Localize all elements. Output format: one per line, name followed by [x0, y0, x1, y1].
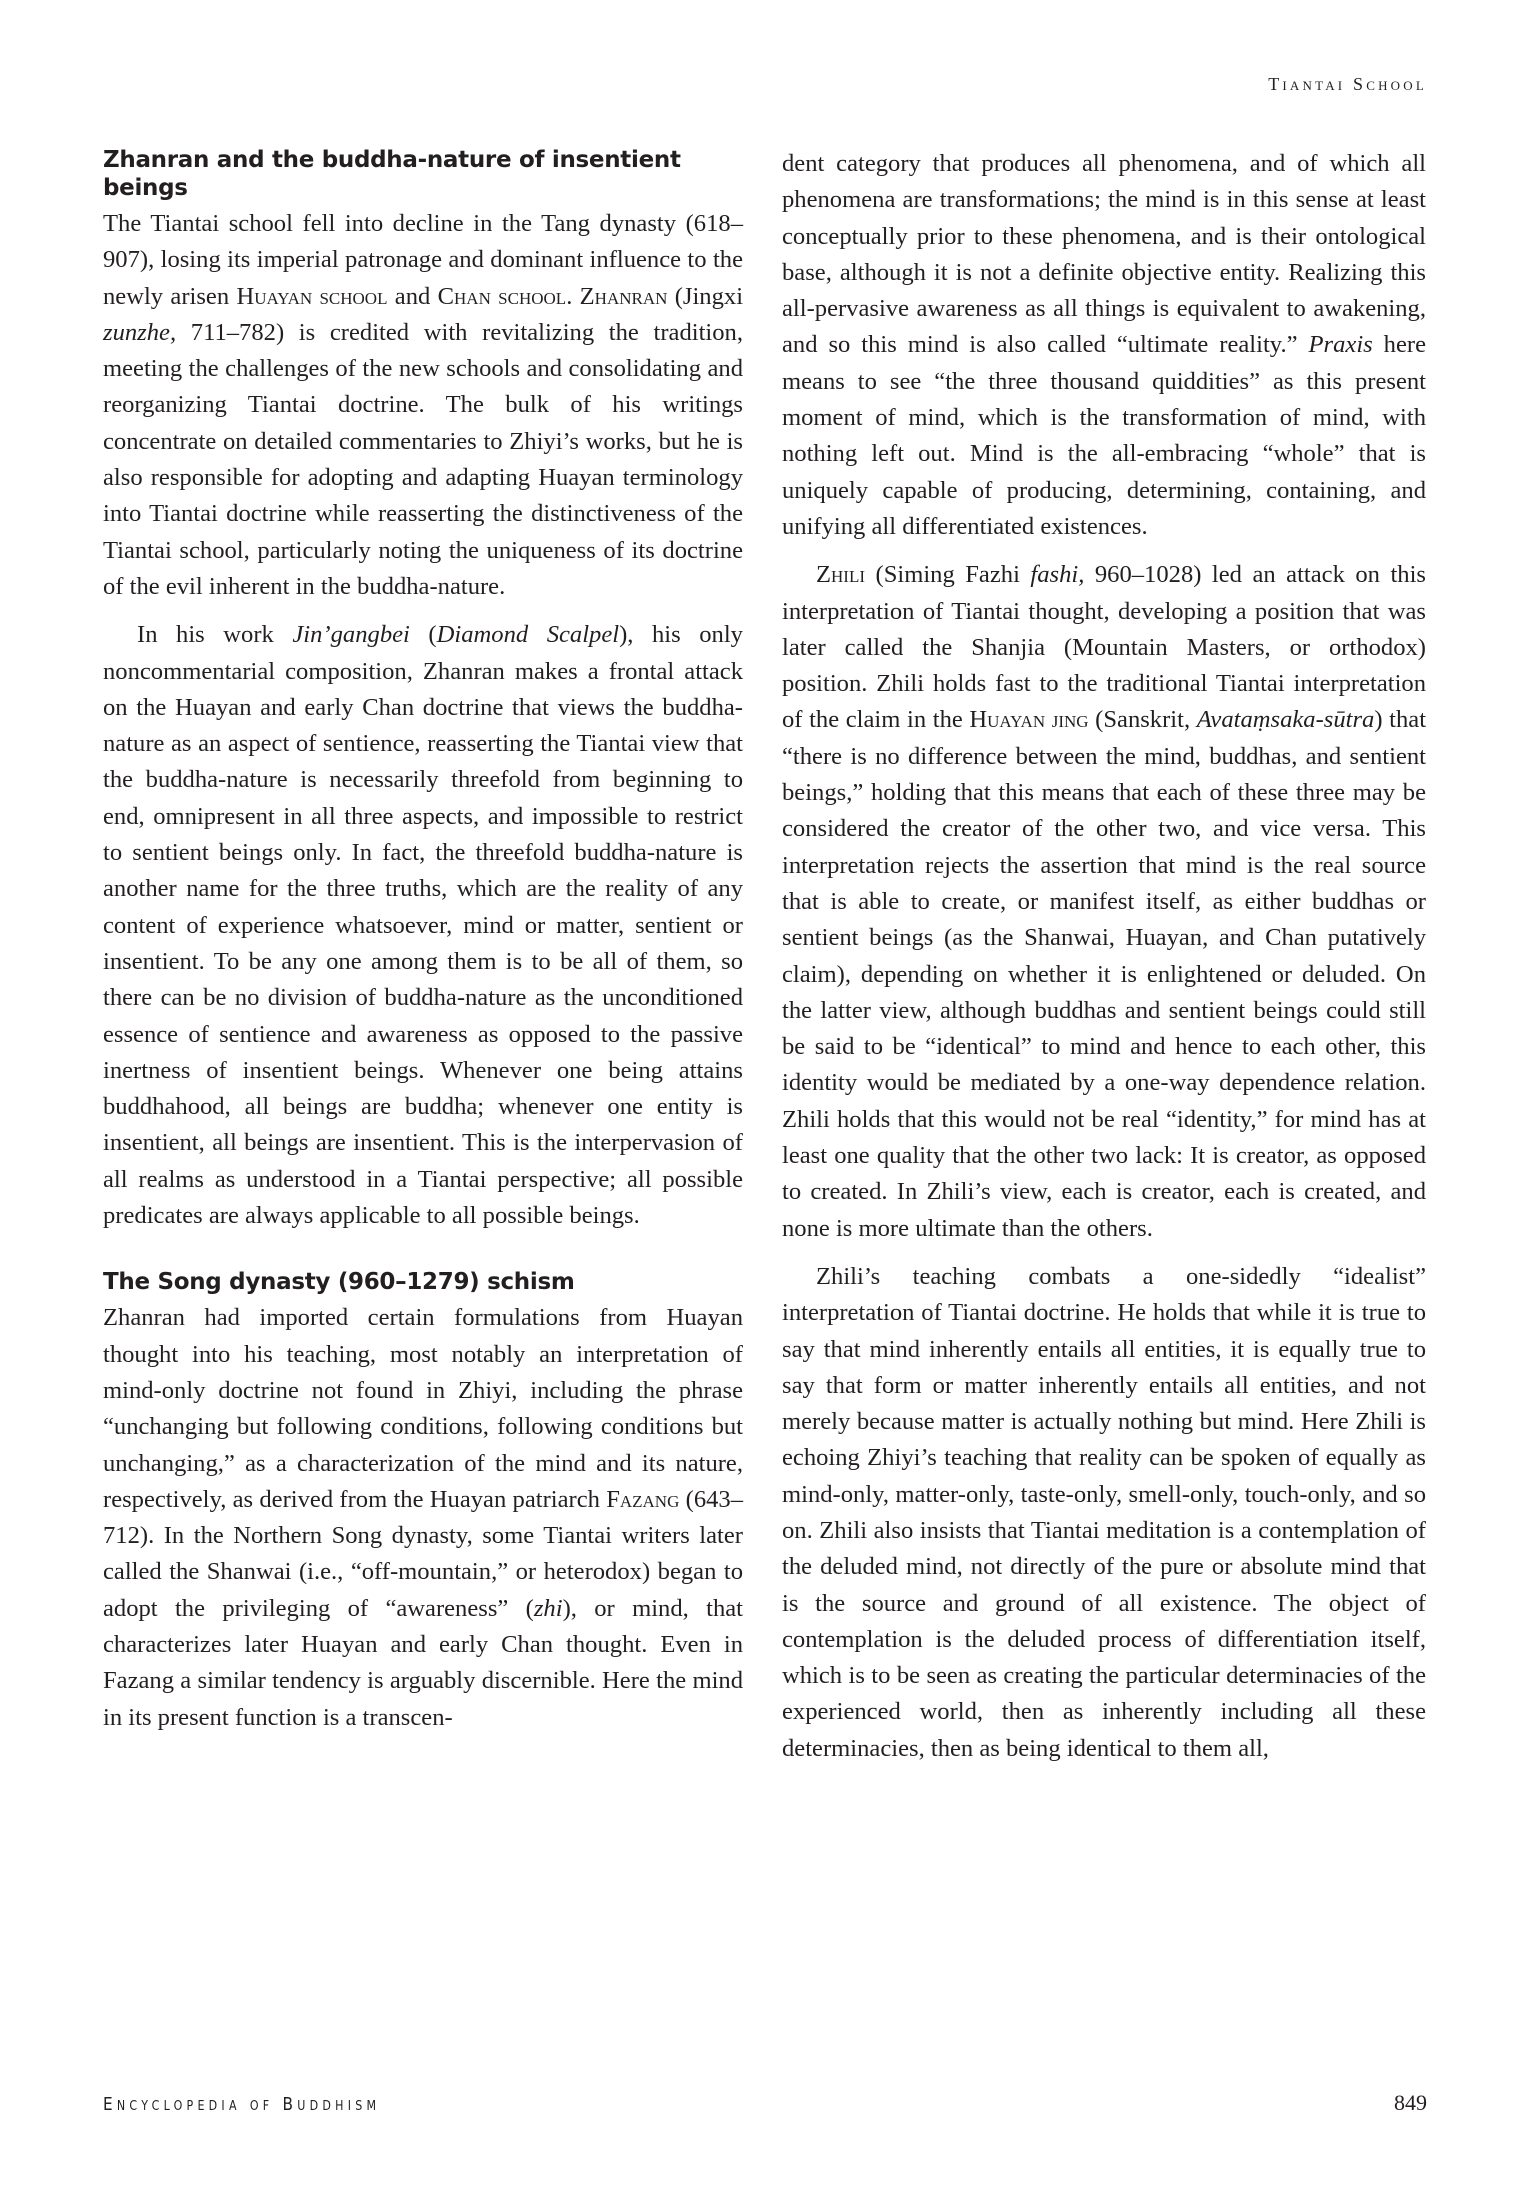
italic-sanskrit-title: Avataṃsaka-sūtra: [1196, 706, 1375, 734]
cross-reference: Huayan jing: [969, 706, 1089, 734]
text: here means to see “the three thousand quiddities” as this present moment of mind, which is the transformation of mind, with nothing left out. Mind is the all-embracing “whole” that is uniquely capable of producing, determining, containing, and unifying all differentiated existences.: [782, 331, 1426, 540]
paragraph: [782, 557, 1426, 1247]
text: ), or mind, that characterizes later Huayan and early Chan thought. Even in Fazang a similar tendency is arguably discernible. Here the mind in its present function is a transcen-: [103, 1594, 743, 1731]
italic-term: Praxis: [1308, 331, 1373, 359]
text: (: [409, 621, 437, 649]
cross-reference: Fazang: [606, 1485, 680, 1513]
text: and: [387, 282, 438, 310]
italic-term: fashi,: [1030, 561, 1085, 589]
italic-work-title: Jin’gangbei: [292, 621, 410, 649]
italic-term: zunzhe,: [103, 318, 177, 346]
paragraph: [103, 1300, 743, 1736]
running-head: Tiantai School: [1268, 74, 1427, 94]
section-heading-zhanran: Zhanran and the buddha-nature of insentient beings: [103, 147, 681, 201]
footer-publication-title: Encyclopedia of Buddhism: [103, 2094, 381, 2115]
cross-reference: Zhanran: [579, 282, 668, 310]
italic-work-title: Diamond Scalpel: [436, 621, 620, 649]
paragraph: [782, 146, 1426, 545]
text: (643–712). In the Northern Song dynasty, some Tiantai writers later called the Shanwai (i.e., “off-mountain,” or heterodox) began to adopt the privileging of “awareness” (: [103, 1485, 744, 1622]
section-heading-song-schism: The Song dynasty (960–1279) schism: [103, 1269, 575, 1296]
right-column: [782, 146, 1426, 1767]
paragraph: [103, 617, 743, 1234]
text: In his work: [137, 621, 293, 649]
text: (Siming Fazhi: [865, 561, 1031, 589]
cross-reference: Chan school: [437, 282, 567, 310]
text: (Jingxi: [667, 282, 744, 310]
text: ) that “there is no difference between the mind, buddhas, and sentient beings,” holding that this means that each of these three may be considered the creator of the other two, and vice versa. This interpretation rejects the assertion that mind is the real source that is able to create, or manifest itself, as either buddhas or sentient beings (as the Shanwai, Huayan, and Chan putatively claim), depending on whether it is enlightened or deluded. On the latter view, although buddhas and sentient beings could still be said to be “identical” to mind and hence to each other, this identity would be mediated by a one-way dependence relation. Zhili holds that this would not be real “identity,” for mind has at least one quality that the other two lack: It is creator, as opposed to created. In Zhili’s view, each is creator, each is created, and none is more ultimate than the others.: [782, 706, 1427, 1242]
cross-reference: Zhili: [816, 561, 866, 589]
text: Zhanran had imported certain formulations from Huayan thought into his teaching, most notably an interpretation of mind-only doctrine not found in Zhiyi, including the phrase “unchanging but following conditions, following conditions but unchanging,” as a characterization of the mind and its nature, respectively, as derived from the Huayan patriarch: [103, 1304, 743, 1513]
cross-reference: Huayan school: [236, 282, 388, 310]
text: dent category that produces all phenomena, and of which all phenomena are transformations; the mind is in this sense at least conceptually prior to these phenomena, and is their ontological base, although it is not a definite objective entity. Realizing this all-pervasive awareness as all things is equivalent to awakening, and so this mind is also called “ultimate reality.”: [782, 150, 1426, 359]
text: (Sanskrit,: [1088, 706, 1197, 734]
left-column: [103, 146, 743, 1736]
text: .: [566, 282, 580, 310]
text: Zhili’s teaching combats a one-sidedly “idealist” interpretation of Tiantai doctrine. He holds that while it is true to say that mind inherently entails all entities, it is equally true to say that form or matter inherently entails all entities, and not merely because matter is actually nothing but mind. Here Zhili is echoing Zhiyi’s teaching that reality can be spoken of equally as mind-only, matter-only, taste-only, smell-only, touch-only, and so on. Zhili also insists that Tiantai meditation is a contemplation of the deluded mind, not directly of the pure or absolute mind that is the source and ground of all existence. The object of contemplation is the deluded process of differentiation itself, which is to be seen as creating the particular determinacies of the experienced world, then as inherently including all these determinacies, then as being identical to them all,: [782, 1262, 1426, 1762]
text: 960–1028) led an attack on this interpretation of Tiantai thought, developing a position that was later called the Shanjia (Mountain Masters, or orthodox) position. Zhili holds fast to the traditional Tiantai interpretation of the claim in the: [782, 561, 1426, 734]
italic-term: zhi: [533, 1594, 563, 1622]
text: 711–782) is credited with revitalizing the tradition, meeting the challenges of the new schools and consolidating and reorganizing Tiantai doctrine. The bulk of his writings concentrate on detailed commentaries to Zhiyi’s works, but he is also responsible for adopting and adapting Huayan terminology into Tiantai doctrine while reasserting the distinctiveness of the Tiantai school, particularly noting the uniqueness of its doctrine of the evil inherent in the buddha-nature.: [103, 318, 743, 600]
paragraph: [782, 1259, 1426, 1767]
text: The Tiantai school fell into decline in the Tang dynasty (618–907), losing its imperial patronage and dominant influence to the newly arisen: [103, 210, 743, 310]
text: ), his only noncommentarial composition, Zhanran makes a frontal attack on the Huayan and early Chan doctrine that views the buddha-nature as an aspect of sentience, reasserting the Tiantai view that the buddha-nature is necessarily threefold from beginning to end, omnipresent in all three aspects, and impossible to restrict to sentient beings only. In fact, the threefold buddha-nature is another name for the three truths, which are the reality of any content of experience whatsoever, mind or matter, sentient or insentient. To be any one among them is to be all of them, so there can be no division of buddha-nature as the unconditioned essence of sentience and awareness as opposed to the passive inertness of insentient beings. Whenever one being attains buddhahood, all beings are buddha; whenever one entity is insentient, all beings are insentient. This is the interpervasion of all realms as understood in a Tiantai perspective; all possible predicates are always applicable to all possible beings.: [103, 621, 743, 1230]
page-number: 849: [1394, 2090, 1427, 2115]
paragraph: [103, 206, 743, 605]
